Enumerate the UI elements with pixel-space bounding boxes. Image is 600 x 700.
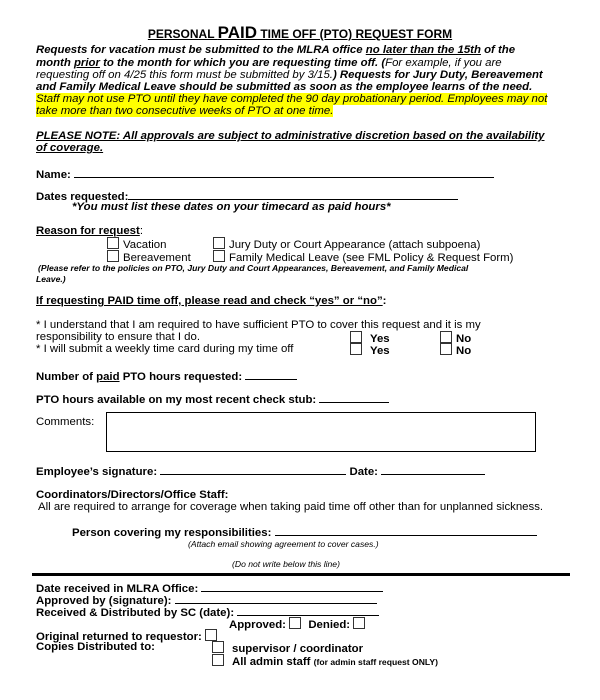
approval-row [229, 617, 369, 631]
t: No [456, 345, 472, 357]
received-sc-field[interactable] [237, 605, 379, 616]
hours-requested-row [36, 369, 297, 383]
comments-label: Comments: [36, 416, 95, 428]
t: Denied: [308, 619, 351, 631]
intro-highlight-1: Staff may not use PTO until they have completed the 90 day probationary period. Employees may not [36, 93, 548, 105]
t: Received & Distributed by SC (date): [36, 607, 235, 619]
person-covering-field[interactable] [275, 525, 537, 536]
t: prior [73, 57, 100, 69]
t: Date: [349, 466, 378, 478]
coord-heading: Coordinators/Directors/Office Staff: [36, 489, 229, 501]
name-label: Name: [36, 169, 71, 181]
title-pre: PERSONAL [147, 27, 218, 41]
question-2: * I will submit a weekly time card during my time off [36, 343, 294, 355]
t: Employee’s signature: [36, 466, 158, 478]
hours-available-row [36, 392, 389, 406]
t: Person covering my responsibilities: [72, 527, 272, 539]
t: Family Medical Leave (see FML Policy & Request Form) [229, 252, 514, 264]
q1-yes-checkbox[interactable] [350, 331, 362, 343]
comments-input[interactable] [106, 412, 536, 452]
t: requesting off on 4/25 this form must be submitted by 3/15. [36, 69, 333, 81]
question-1a: * I understand that I am required to have sufficient PTO to cover this request and it is my [36, 319, 481, 331]
t: Jury Duty or Court Appearance (attach subpoena) [229, 239, 481, 251]
t: : [139, 225, 143, 237]
admin-checkbox[interactable] [212, 654, 224, 666]
t: No [456, 333, 472, 345]
copies-admin[interactable] [212, 654, 438, 668]
t: All admin staff [232, 656, 311, 668]
t: of the [480, 44, 516, 56]
please-note-1: PLEASE NOTE: All approvals are subject to administrative discretion based on the availability [36, 130, 545, 142]
t: For example, if you are [385, 57, 502, 69]
title-post: TIME OFF (PTO) REQUEST FORM [257, 27, 453, 41]
dates-label: Dates requested: [36, 191, 129, 203]
intro-line-1 [36, 44, 515, 56]
denied-checkbox[interactable] [353, 617, 365, 629]
intro-line-2 [36, 57, 502, 69]
copies-label: Copies Distributed to: [36, 641, 155, 653]
signature-row [36, 464, 485, 478]
t: supervisor / coordinator [232, 643, 364, 655]
dates-field[interactable] [128, 189, 458, 200]
t: Vacation [123, 239, 167, 251]
t: Approved by (signature): [36, 595, 172, 607]
t: : [382, 295, 387, 307]
title-paid: PAID [217, 23, 258, 42]
t: Original returned to requestor: [36, 631, 202, 643]
t: Date received in MLRA Office: [36, 583, 199, 595]
person-covering-row [72, 525, 537, 539]
vacation-checkbox[interactable] [107, 237, 119, 249]
original-returned-checkbox[interactable] [205, 629, 217, 641]
t: If requesting PAID time off, please read and check “yes” or “no” [36, 295, 383, 307]
q2-yes[interactable] [350, 343, 390, 357]
fml-checkbox[interactable] [213, 250, 225, 262]
t: paid [96, 371, 120, 383]
t: Requests for vacation must be submitted to the MLRA office [36, 44, 366, 56]
copies-supervisor[interactable] [212, 641, 363, 655]
q1-no-checkbox[interactable] [440, 331, 452, 343]
attach-note: (Attach email showing agreement to cover cases.) [188, 539, 379, 549]
intro-highlight-2: take more than two consecutive weeks of PTO at one time. [36, 105, 334, 117]
bereavement-checkbox[interactable] [107, 250, 119, 262]
t: PTO hours requested: [119, 371, 243, 383]
q2-no[interactable] [440, 343, 471, 357]
intro-line-4: and Family Medical Leave should be submitted as soon as the employee learns of the need. [36, 81, 533, 93]
t: month [36, 57, 74, 69]
q2-no-checkbox[interactable] [440, 343, 452, 355]
dates-note: *You must list these dates on your timecard as paid hours* [72, 201, 391, 213]
q2-yes-checkbox[interactable] [350, 343, 362, 355]
approved-checkbox[interactable] [289, 617, 301, 629]
t: PTO hours available on my most recent check stub: [36, 394, 317, 406]
t: (for admin staff request ONLY) [313, 657, 438, 667]
jury-checkbox[interactable] [213, 237, 225, 249]
coord-text: All are required to arrange for coverage when taking paid time off other than for unplanned sickness. [38, 501, 544, 513]
t: Yes [370, 333, 390, 345]
date-field[interactable] [381, 464, 485, 475]
t: Approved: [229, 619, 286, 631]
hours-available-field[interactable] [319, 392, 389, 403]
name-row [36, 167, 494, 181]
policy-note-2: Leave.) [36, 274, 66, 284]
t: Yes [370, 345, 390, 357]
please-note-2: of coverage. [36, 142, 104, 154]
form-title [0, 23, 600, 42]
question-1b: responsibility to ensure that I do. [36, 331, 200, 343]
t: Number of [36, 371, 97, 383]
hours-requested-field[interactable] [245, 369, 297, 380]
t: Bereavement [123, 252, 191, 264]
intro-line-3 [36, 69, 543, 81]
signature-field[interactable] [160, 464, 346, 475]
do-not-write-note: (Do not write below this line) [232, 559, 340, 569]
policy-note-1: (Please refer to the policies on PTO, Jury Duty and Court Appearances, Bereavement, and Family Medical [38, 263, 469, 273]
divider-line [32, 573, 570, 576]
t: no later than the 15th [365, 44, 481, 56]
date-received-field[interactable] [201, 581, 383, 592]
paid-heading [36, 295, 386, 307]
reason-vacation[interactable] [107, 237, 166, 251]
supervisor-checkbox[interactable] [212, 641, 224, 653]
t: to the month for which you are requesting time off. ( [99, 57, 386, 69]
t: Reason for request [36, 225, 140, 237]
t: ) Requests for Jury Duty, Bereavement [332, 69, 543, 81]
name-field[interactable] [74, 167, 494, 178]
reason-jury[interactable] [213, 237, 480, 251]
reason-heading [36, 225, 143, 237]
approved-by-field[interactable] [175, 593, 377, 604]
